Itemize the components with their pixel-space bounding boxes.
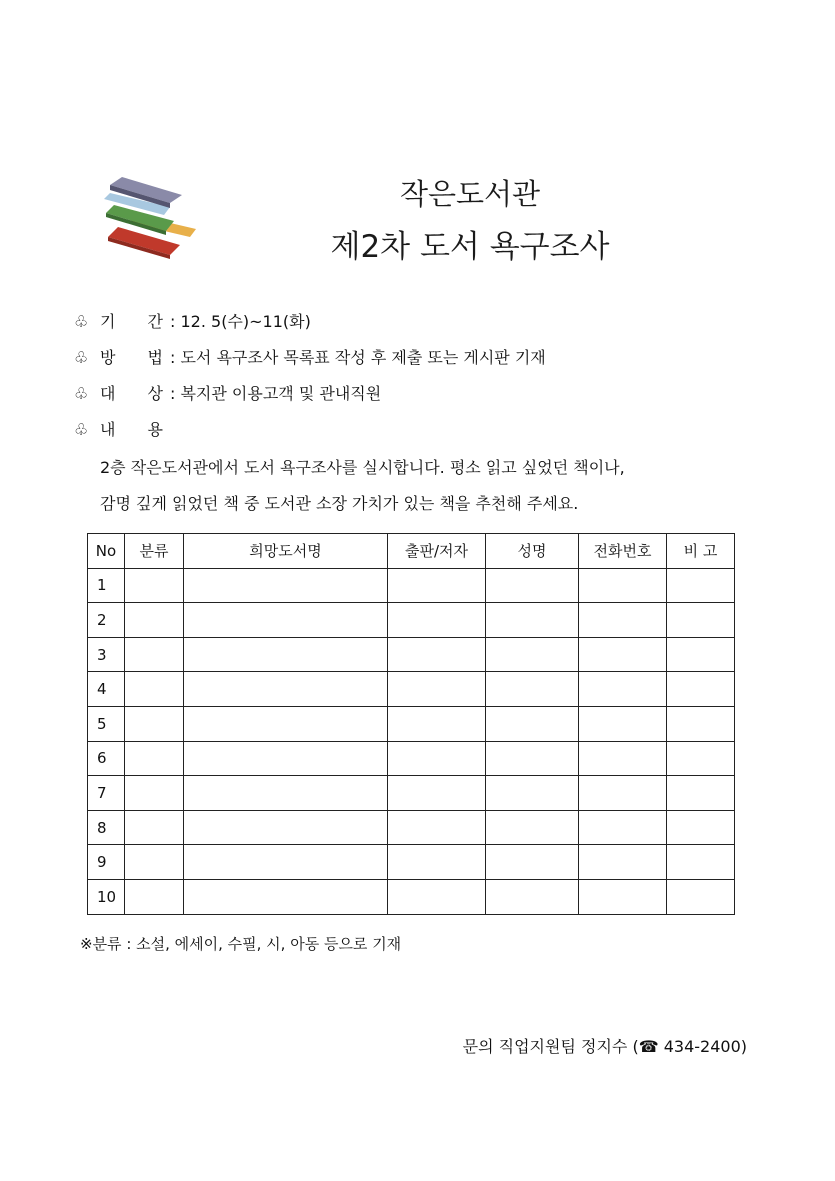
entry-cell[interactable] (486, 879, 579, 914)
info-method: ♧ 방 법 : 도서 욕구조사 목록표 작성 후 제출 또는 게시판 기재 (74, 348, 546, 367)
entry-cell[interactable] (388, 706, 486, 741)
entry-cell[interactable] (184, 603, 388, 638)
entry-cell[interactable] (125, 672, 184, 707)
entry-cell[interactable] (388, 672, 486, 707)
entry-cell[interactable] (579, 879, 667, 914)
table-row (88, 776, 735, 811)
page-subtitle: 제2차 도서 욕구조사 (330, 229, 610, 265)
entry-cell[interactable] (125, 776, 184, 811)
page-title: 작은도서관 (399, 177, 541, 211)
table-row (88, 568, 735, 603)
entry-cell[interactable] (125, 706, 184, 741)
books-illustration (100, 175, 200, 265)
entry-cell[interactable] (388, 741, 486, 776)
entry-cell[interactable] (388, 603, 486, 638)
entry-cell[interactable] (388, 637, 486, 672)
entry-cell[interactable] (125, 845, 184, 880)
entry-cell[interactable] (667, 845, 735, 880)
column-header: No (88, 534, 125, 569)
row-number: 2 (88, 603, 125, 638)
entry-cell[interactable] (579, 706, 667, 741)
table-row (88, 845, 735, 880)
entry-cell[interactable] (486, 776, 579, 811)
entry-cell[interactable] (579, 810, 667, 845)
info-content: ♧ 내 용 (74, 420, 163, 439)
entry-cell[interactable] (667, 603, 735, 638)
entry-cell[interactable] (388, 810, 486, 845)
row-number: 7 (88, 776, 125, 811)
club-icon: ♧ (74, 384, 89, 403)
entry-cell[interactable] (667, 879, 735, 914)
entry-cell[interactable] (184, 879, 388, 914)
entry-cell[interactable] (388, 845, 486, 880)
entry-cell[interactable] (667, 637, 735, 672)
entry-cell[interactable] (184, 845, 388, 880)
row-number: 8 (88, 810, 125, 845)
entry-cell[interactable] (184, 637, 388, 672)
column-header: 희망도서명 (184, 534, 388, 569)
content-line-2: 감명 깊게 읽었던 책 중 도서관 소장 가치가 있는 책을 추천해 주세요. (100, 494, 579, 513)
row-number: 10 (88, 879, 125, 914)
entry-cell[interactable] (667, 776, 735, 811)
row-number: 9 (88, 845, 125, 880)
entry-cell[interactable] (125, 568, 184, 603)
entry-cell[interactable] (388, 568, 486, 603)
info-period: ♧ 기 간 : 12. 5(수)~11(화) (74, 312, 311, 331)
content-line-1: 2층 작은도서관에서 도서 욕구조사를 실시합니다. 평소 읽고 싶었던 책이나, (100, 458, 625, 477)
entry-cell[interactable] (125, 603, 184, 638)
entry-cell[interactable] (667, 810, 735, 845)
column-header: 성명 (486, 534, 579, 569)
entry-cell[interactable] (486, 845, 579, 880)
info-target: ♧ 대 상 : 복지관 이용고객 및 관내직원 (74, 384, 382, 403)
entry-cell[interactable] (486, 741, 579, 776)
contact-info: 문의 직업지원팀 정지수 (☎ 434-2400) (462, 1037, 747, 1056)
entry-cell[interactable] (486, 603, 579, 638)
category-note: ※분류 : 소설, 에세이, 수필, 시, 아동 등으로 기재 (80, 935, 402, 953)
table-row (88, 706, 735, 741)
entry-cell[interactable] (579, 845, 667, 880)
row-number: 3 (88, 637, 125, 672)
entry-cell[interactable] (486, 672, 579, 707)
entry-cell[interactable] (388, 776, 486, 811)
entry-cell[interactable] (579, 741, 667, 776)
club-icon: ♧ (74, 312, 89, 331)
table-row (88, 672, 735, 707)
club-icon: ♧ (74, 348, 89, 367)
table-row (88, 603, 735, 638)
column-header: 분류 (125, 534, 184, 569)
entry-cell[interactable] (184, 741, 388, 776)
entry-cell[interactable] (125, 637, 184, 672)
entry-cell[interactable] (184, 810, 388, 845)
column-header: 출판/저자 (388, 534, 486, 569)
entry-cell[interactable] (579, 568, 667, 603)
entry-cell[interactable] (667, 741, 735, 776)
entry-cell[interactable] (125, 741, 184, 776)
entry-cell[interactable] (125, 810, 184, 845)
table-row (88, 879, 735, 914)
table-row (88, 741, 735, 776)
column-header: 전화번호 (579, 534, 667, 569)
entry-cell[interactable] (667, 672, 735, 707)
row-number: 5 (88, 706, 125, 741)
club-icon: ♧ (74, 420, 89, 439)
entry-cell[interactable] (388, 879, 486, 914)
table-row (88, 637, 735, 672)
entry-cell[interactable] (579, 776, 667, 811)
row-number: 1 (88, 568, 125, 603)
entry-cell[interactable] (579, 672, 667, 707)
table-row (88, 810, 735, 845)
entry-cell[interactable] (184, 672, 388, 707)
entry-cell[interactable] (579, 637, 667, 672)
entry-cell[interactable] (184, 568, 388, 603)
entry-cell[interactable] (125, 879, 184, 914)
entry-cell[interactable] (184, 776, 388, 811)
survey-table (87, 533, 735, 915)
entry-cell[interactable] (579, 603, 667, 638)
row-number: 6 (88, 741, 125, 776)
column-header: 비 고 (667, 534, 735, 569)
entry-cell[interactable] (486, 810, 579, 845)
entry-cell[interactable] (184, 706, 388, 741)
entry-cell[interactable] (486, 637, 579, 672)
entry-cell[interactable] (486, 568, 579, 603)
row-number: 4 (88, 672, 125, 707)
entry-cell[interactable] (667, 706, 735, 741)
entry-cell[interactable] (486, 706, 579, 741)
entry-cell[interactable] (667, 568, 735, 603)
